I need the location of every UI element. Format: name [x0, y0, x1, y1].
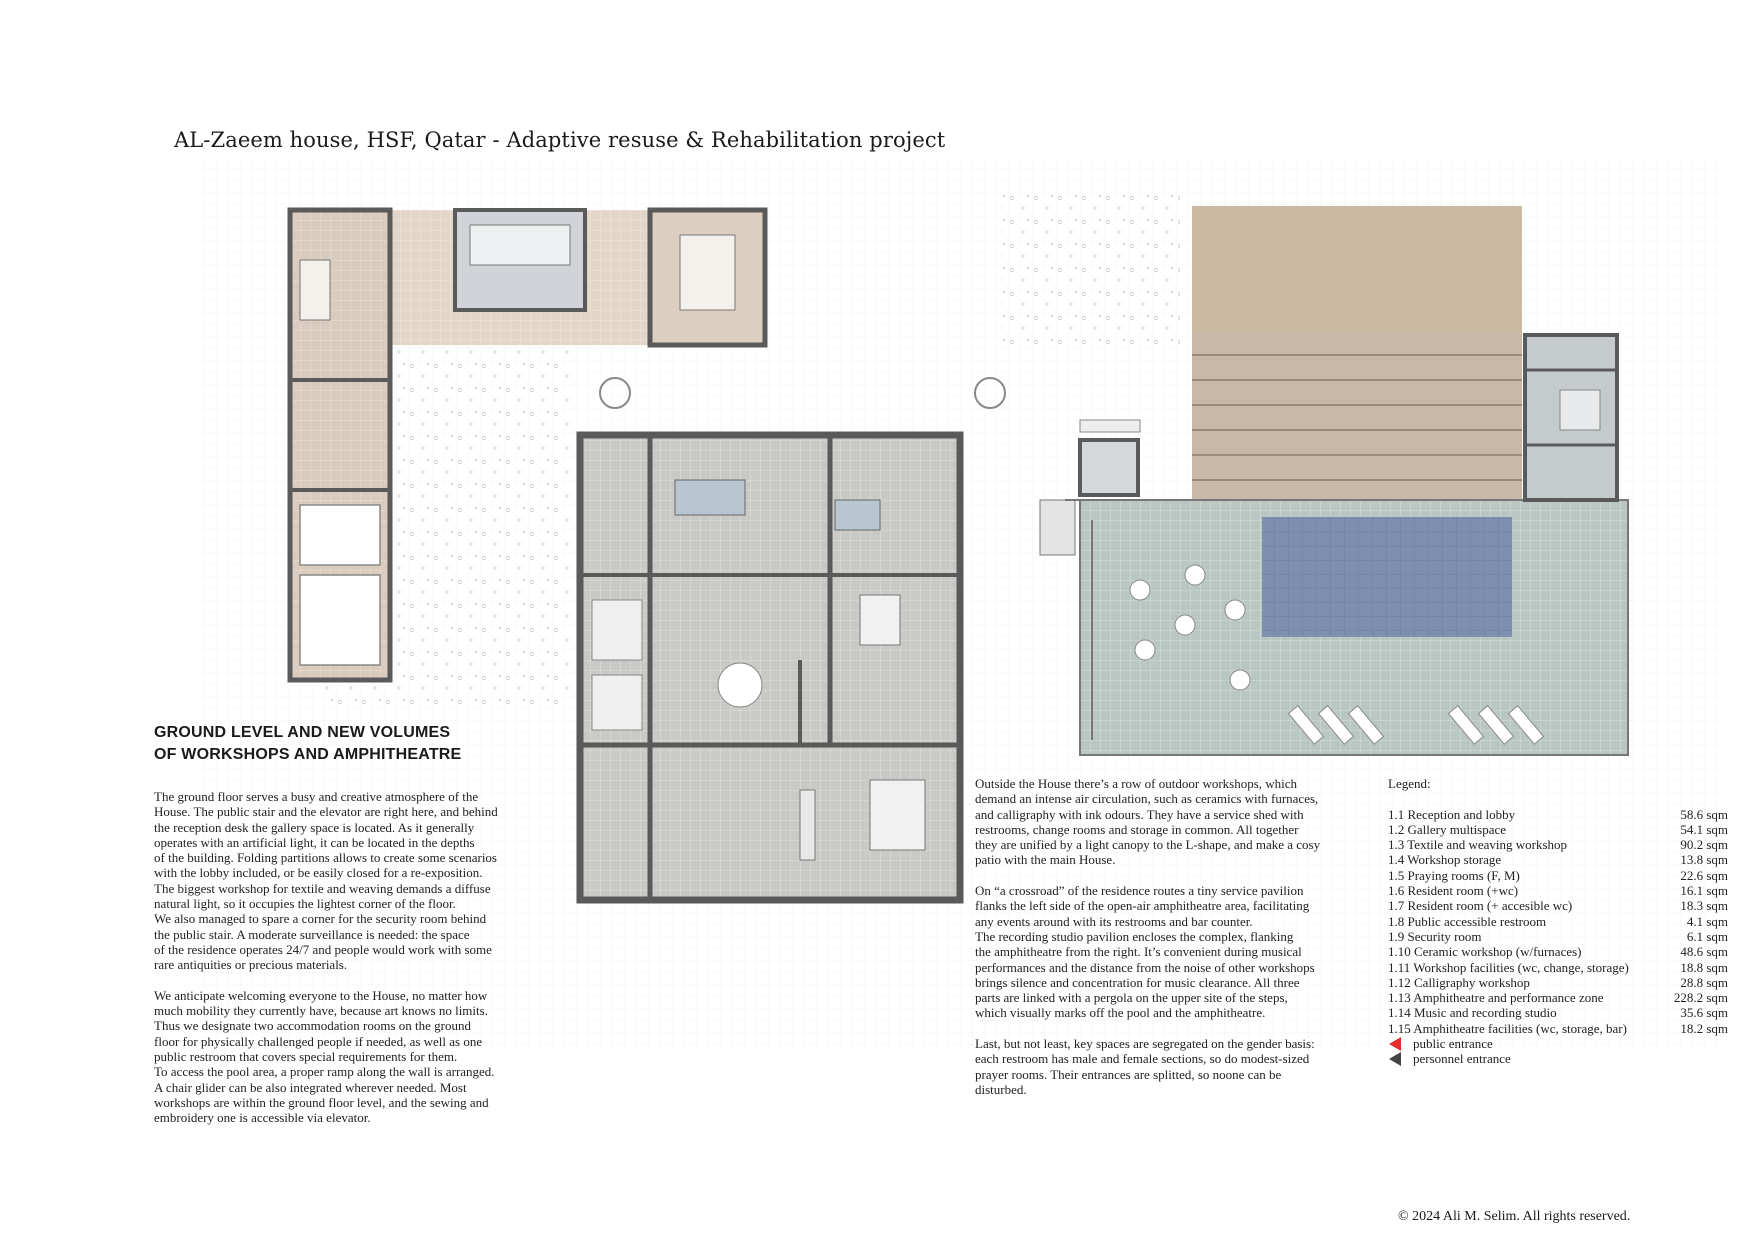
legend-area: 58.6 sqm — [1680, 806, 1728, 822]
section-heading-line-1: GROUND LEVEL AND NEW VOLUMES — [154, 724, 451, 741]
legend-item — [1388, 1005, 1728, 1020]
text-line: workshops are within the ground floor level, and the sewing and — [154, 1094, 489, 1110]
legend-label: 1.9 Security room — [1388, 928, 1482, 944]
public-entrance-arrow-icon — [1389, 1037, 1401, 1051]
text-line: disturbed. — [975, 1081, 1027, 1097]
legend-label: 1.15 Amphitheatre facilities (wc, storage, bar) — [1388, 1020, 1627, 1036]
legend-item — [1388, 868, 1728, 883]
text-line: the amphitheatre from the right. It’s convenient during musical — [975, 944, 1302, 960]
text-line: demand an intense air circulation, such as ceramics with furnaces, — [975, 791, 1319, 807]
text-line: of the residence operates 24/7 and people would work with some — [154, 941, 492, 957]
text-line: the reception desk the gallery space is located. As it generally — [154, 819, 475, 835]
legend-item — [1388, 822, 1728, 837]
legend-label: 1.5 Praying rooms (F, M) — [1388, 867, 1520, 883]
middle-paragraph-2 — [975, 883, 1375, 1021]
text-line: We also managed to spare a corner for the security room behind — [154, 911, 487, 927]
legend-label: 1.13 Amphitheatre and performance zone — [1388, 990, 1604, 1006]
text-line: much mobility they currently have, because art knows no limits. — [154, 1003, 488, 1019]
legend-item — [1388, 898, 1728, 913]
text-line: Outside the House there’s a row of outdoor workshops, which — [975, 776, 1298, 791]
text-line: with the lobby included, or be easily closed for a re-exposition. — [154, 865, 483, 881]
legend-area: 18.2 sqm — [1680, 1020, 1728, 1036]
legend-area: 6.1 sqm — [1686, 928, 1728, 944]
text-line: public restroom that covers special requirements for them. — [154, 1049, 458, 1065]
text-line: The biggest workshop for textile and weaving demands a diffuse — [154, 880, 491, 896]
legend-area: 90.2 sqm — [1680, 837, 1728, 853]
middle-paragraph-3 — [975, 1036, 1375, 1097]
text-line: The recording studio pavilion encloses the complex, flanking — [975, 928, 1294, 944]
text-line: and calligraphy with ink odours. They have a service shed with — [975, 806, 1304, 822]
middle-paragraph-1 — [975, 776, 1375, 868]
legend-personnel-entrance — [1388, 1051, 1728, 1066]
copyright-notice: © 2024 Ali M. Selim. All rights reserved. — [1398, 1209, 1631, 1224]
legend-area: 18.3 sqm — [1680, 898, 1728, 914]
text-line: restrooms, change rooms and storage in common. All together — [975, 821, 1299, 837]
section-heading-line-2: OF WORKSHOPS AND AMPHITHEATRE — [154, 746, 462, 763]
text-line: To access the pool area, a proper ramp along the wall is arranged. — [154, 1064, 495, 1080]
text-line: prayer rooms. Their entrances are splitted, so noone can be — [975, 1066, 1282, 1082]
recording-studio-pavilion — [1525, 335, 1617, 500]
legend-item — [1388, 944, 1728, 959]
middle-text-column — [975, 776, 1375, 1113]
legend-item — [1388, 960, 1728, 975]
text-line: We anticipate welcoming everyone to the House, no matter how — [154, 987, 488, 1003]
gravel-texture — [1000, 190, 1180, 350]
legend-item — [1388, 883, 1728, 898]
legend-item — [1388, 852, 1728, 867]
legend-area: 22.6 sqm — [1680, 867, 1728, 883]
text-line: embroidery one is accessible via elevator. — [154, 1110, 371, 1126]
text-line: brings silence and concentration for music clearance. All three — [975, 974, 1300, 990]
legend-label: 1.7 Resident room (+ accesible wc) — [1388, 898, 1573, 914]
legend-label: 1.6 Resident room (+wc) — [1388, 883, 1519, 899]
legend-area: 18.8 sqm — [1680, 959, 1728, 975]
text-line: of the building. Folding partitions allows to create some scenarios — [154, 850, 497, 866]
text-line: On “a crossroad” of the residence routes a tiny service pavilion — [975, 883, 1304, 899]
legend-area: 54.1 sqm — [1680, 821, 1728, 837]
legend-area: 13.8 sqm — [1680, 852, 1728, 868]
legend-item — [1388, 990, 1728, 1005]
legend-area: 35.6 sqm — [1680, 1005, 1728, 1021]
text-line: House. The public stair and the elevator are right here, and behind — [154, 804, 498, 820]
legend-item — [1388, 975, 1728, 990]
text-line: the public stair. A moderate surveillance is needed: the space — [154, 926, 470, 942]
text-line: which visually marks off the pool and the amphitheatre. — [975, 1005, 1266, 1021]
text-line: each restroom has male and female sections, so do modest-sized — [975, 1051, 1310, 1067]
legend-area: 4.1 sqm — [1686, 913, 1728, 929]
legend-label: 1.10 Ceramic workshop (w/furnaces) — [1388, 944, 1582, 960]
legend-area: 16.1 sqm — [1680, 883, 1728, 899]
legend-area: 228.2 sqm — [1673, 990, 1728, 1006]
legend-public-entrance — [1388, 1036, 1728, 1051]
left-paragraph-2 — [154, 988, 554, 1126]
main-house-ground-floor — [580, 435, 960, 900]
left-text-column — [154, 789, 554, 1141]
legend-label: 1.2 Gallery multispace — [1388, 821, 1507, 837]
page-title: AL-Zaeem house, HSF, Qatar - Adaptive resuse & Rehabilitation project — [174, 128, 946, 152]
legend-item — [1388, 837, 1728, 852]
legend-area: 48.6 sqm — [1680, 944, 1728, 960]
text-line: performances and the distance from the noise of other workshops — [975, 959, 1315, 975]
text-line: operates with an artificial light, it can be located in the depths — [154, 834, 475, 850]
text-line: floor for physically challenged people if needed, as well as one — [154, 1033, 483, 1049]
legend-item — [1388, 914, 1728, 929]
legend-entrance-label: public entrance — [1413, 1036, 1493, 1052]
text-line: Last, but not least, key spaces are segregated on the gender basis: — [975, 1036, 1315, 1052]
legend-item — [1388, 1021, 1728, 1036]
text-line: The ground floor serves a busy and creative atmosphere of the — [154, 789, 479, 804]
text-line: A chair glider can be also integrated wherever needed. Most — [154, 1079, 467, 1095]
legend-area: 28.8 sqm — [1680, 974, 1728, 990]
text-line: flanks the left side of the open-air amphitheatre area, facilitating — [975, 898, 1310, 914]
legend — [1388, 776, 1728, 1067]
legend-label: 1.11 Workshop facilities (wc, change, storage) — [1388, 959, 1629, 975]
legend-label: 1.14 Music and recording studio — [1388, 1005, 1557, 1021]
text-line: they are unified by a light canopy to the L-shape, and make a cosy — [975, 837, 1321, 853]
text-line: parts are linked with a pergola on the upper site of the steps, — [975, 990, 1288, 1006]
text-line: Thus we designate two accommodation rooms on the ground — [154, 1018, 471, 1034]
amphitheatre-sand — [1192, 206, 1522, 331]
text-line: natural light, so it occupies the lightest corner of the floor. — [154, 896, 456, 912]
personnel-entrance-arrow-icon — [1389, 1052, 1401, 1066]
left-paragraph-1 — [154, 789, 554, 973]
legend-item — [1388, 807, 1728, 822]
legend-label: 1.8 Public accessible restroom — [1388, 913, 1547, 929]
text-line: any events around with its restrooms and bar counter. — [975, 913, 1253, 929]
legend-title: Legend: — [1388, 776, 1431, 791]
legend-item — [1388, 929, 1728, 944]
text-line: rare antiquities or precious materials. — [154, 957, 348, 973]
legend-entrance-label: personnel entrance — [1413, 1051, 1511, 1067]
legend-label: 1.12 Calligraphy workshop — [1388, 974, 1530, 990]
legend-label: 1.4 Workshop storage — [1388, 852, 1502, 868]
legend-label: 1.1 Reception and lobby — [1388, 806, 1516, 822]
legend-label: 1.3 Textile and weaving workshop — [1388, 837, 1568, 853]
text-line: patio with the main House. — [975, 852, 1116, 868]
section-heading — [154, 722, 461, 766]
